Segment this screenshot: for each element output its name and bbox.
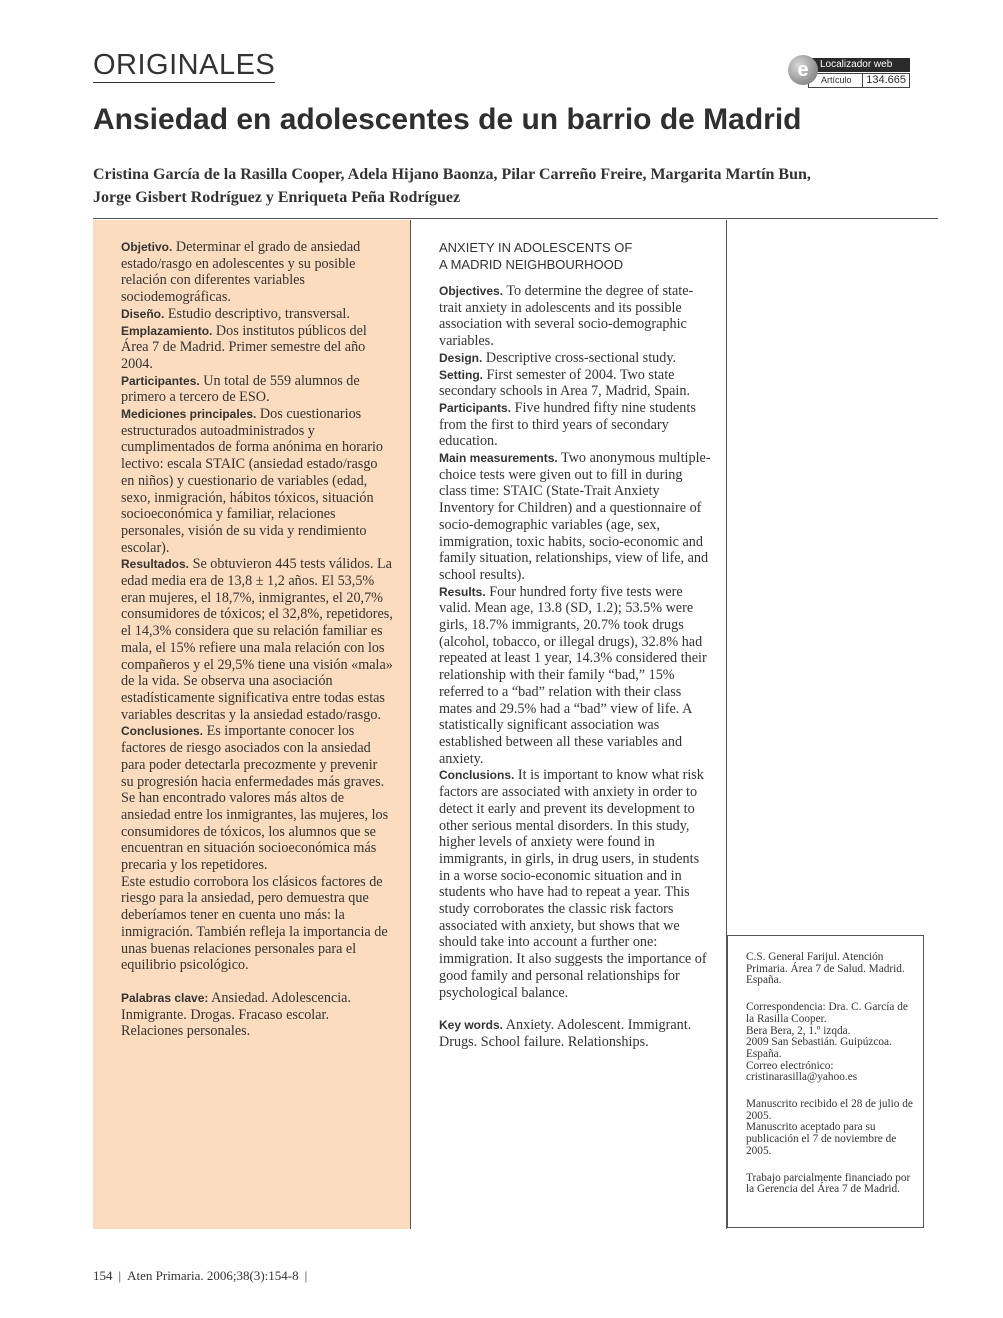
correspondence bbox=[746, 1002, 915, 1084]
abstract-emplazamiento bbox=[121, 323, 393, 373]
date-accepted: Manuscrito aceptado para su publicación el 7 de noviembre de 2005. bbox=[746, 1121, 897, 1157]
text-palabras-clave: Ansiedad. Adolescencia. Inmigrante. Drogas. Fracaso escolar. Relaciones personales. bbox=[121, 989, 352, 1040]
label-conclusiones: Conclusiones. bbox=[121, 724, 204, 739]
text-conclusions: It is important to know what risk factors are associated with anxiety in order to detect it early and prevent its development to other serious mental disorders. In this study, higher levels of anxiety were found in immigrants, in girls, in drug users, in students in a worse socio-economic situation and in students who have had to repeat a year. This study corroborates the classic risk factors associated with anxiety, but shows that we should take into account a further one: immigration. It also suggests the importance of good family and personal relationships for psychological balance. bbox=[439, 767, 707, 1001]
label-keywords: Key words. bbox=[439, 1018, 504, 1033]
label-objetivo: Objetivo. bbox=[121, 240, 173, 254]
label-results: Results. bbox=[439, 584, 486, 599]
text-mediciones: Dos cuestionarios estructurados autoadministrados y cumplimentados de forma anónima en horario lectivo: escala STAIC (ansiedad estado/rasgo en niños) y cuestionario de variables (edad, sexo, inmigración, hábitos tóxicos, situación socioeconómica y familiar, relaciones personales, visión de su vida y rendimiento escolar). bbox=[121, 406, 383, 556]
abstract-objetivo bbox=[121, 239, 393, 306]
abstract-spanish bbox=[93, 220, 410, 1229]
abstract-participants bbox=[439, 400, 711, 450]
abstract-mediciones bbox=[121, 406, 393, 556]
footer-separator: | bbox=[304, 1268, 308, 1283]
text-diseno: Estudio descriptivo, transversal. bbox=[167, 305, 350, 322]
spacer bbox=[439, 1001, 711, 1017]
label-diseno: Diseño. bbox=[121, 306, 165, 321]
label-mediciones: Mediciones principales. bbox=[121, 407, 257, 422]
text-setting: First semester of 2004. Two state secondary schools in Area 7, Madrid, Spain. bbox=[439, 366, 690, 400]
journal-citation: Aten Primaria. 2006;38(3):154-8 bbox=[127, 1268, 299, 1283]
abstract-resultados bbox=[121, 556, 393, 723]
text-resultados: Se obtuvieron 445 tests válidos. La edad media era de 13,8 ± 1,2 años. El 53,5% eran mujeres, el 18,7%, inmigrantes, el 20,7% consumidores de tóxicos; el 32,8%, repetidores, el 14,3% considera que su relación familiar es mala, el 15% refiere una mala relación con los compañeros y el 29,5% tiene una visión «mala» de la vida. Se observa una asociación estadísticamente significativa entre todas estas variables descritas y la ansiedad estado/rasgo. bbox=[121, 556, 393, 723]
article-number: 134.665 bbox=[862, 74, 909, 87]
abstract-conclusions bbox=[439, 767, 711, 1001]
abstract-setting bbox=[439, 367, 711, 400]
text-design: Descriptive cross-sectional study. bbox=[485, 349, 677, 366]
correspondence-name: Correspondencia: Dra. C. García de la Rasilla Cooper. bbox=[746, 1001, 908, 1025]
correspondence-city: 2009 San Sebastián. Guipúzcoa. España. bbox=[746, 1036, 892, 1060]
english-title: ANXIETY IN ADOLESCENTS OF A MADRID NEIGHBOURHOOD bbox=[439, 240, 633, 272]
manuscript-dates bbox=[746, 1099, 915, 1158]
text-participantes: Un total de 559 alumnos de primero a tercero de ESO. bbox=[121, 372, 360, 406]
abstract-conclusiones-3: Este estudio corrobora los clásicos factores de riesgo para la ansiedad, pero demuestra que deberíamos tener en cuenta uno más: la inmigración. También refleja la importancia de unas buenas relaciones personales para el equilibrio psicológico. bbox=[121, 873, 388, 974]
label-participants: Participants. bbox=[439, 400, 512, 415]
page-number: 154 bbox=[93, 1268, 113, 1283]
correspondence-street: Bera Bera, 2, 1.º izqda. bbox=[746, 1024, 851, 1037]
e-logo-icon: e bbox=[788, 55, 818, 85]
funding: Trabajo parcialmente financiado por la Gerencia del Área 7 de Madrid. bbox=[746, 1171, 911, 1196]
header-divider bbox=[93, 218, 938, 219]
abstract-conclusiones bbox=[121, 723, 393, 790]
text-emplazamiento: Dos institutos públicos del Área 7 de Madrid. Primer semestre del año 2004. bbox=[121, 322, 367, 372]
label-emplazamiento: Emplazamiento. bbox=[121, 323, 213, 338]
correspondence-email[interactable]: cristinarasilla@yahoo.es bbox=[746, 1071, 858, 1084]
abstract-keywords bbox=[439, 1017, 711, 1050]
text-objectives: To determine the degree of state-trait anxiety in adolescents and its possible association with several socio-demographic variables. bbox=[439, 283, 694, 350]
text-results: Four hundred forty five tests were valid. Mean age, 13.8 (SD, 1.2); 53.5% were girls, 18.7% immigrants, 20.7% took drugs (alcohol, tobacco, or illegal drugs), 32.8% had repeated at least 1 year, 14.3% considered their relationship with their family “bad,” 15% referred to a “bad” relation with their class mates and 29.5% had a “bad” view of life. A statistically significant association was established between all these variables and anxiety. bbox=[439, 583, 707, 767]
spacer bbox=[121, 974, 393, 990]
abstract-design bbox=[439, 350, 711, 367]
abstract-measurements bbox=[439, 450, 711, 584]
text-keywords: Anxiety. Adolescent. Immigrant. Drugs. School failure. Relationships. bbox=[439, 1017, 692, 1050]
label-resultados: Resultados. bbox=[121, 557, 190, 572]
correspondence-email-label: Correo electrónico: bbox=[746, 1059, 834, 1072]
label-measurements: Main measurements. bbox=[439, 451, 558, 466]
label-setting: Setting. bbox=[439, 367, 483, 382]
section-label: ORIGINALES bbox=[93, 49, 276, 81]
article-box bbox=[808, 73, 910, 88]
abstract-participantes bbox=[121, 373, 393, 406]
text-participants: Five hundred fifty nine students from the first to third years of secondary education. bbox=[439, 399, 696, 450]
text-measurements: Two anonymous multiple-choice tests were given out to fill in during class time: STAIC (State-Trait Anxiety Inventory for Children) and a questionnaire of socio-demographic variables (age, sex, immigration, toxic habits, socio-economic and family situation, relationships, view of life, and school results). bbox=[439, 450, 711, 583]
label-participantes: Participantes. bbox=[121, 373, 200, 388]
authors: Cristina García de la Rasilla Cooper, Adela Hijano Baonza, Pilar Carreño Freire, Margarita Martín Bun, Jorge Gisbert Rodríguez y Enriqueta Peña Rodríguez bbox=[93, 166, 811, 206]
web-locator-badge[interactable] bbox=[788, 55, 910, 91]
label-design: Design. bbox=[439, 350, 483, 365]
abstract-palabras-clave bbox=[121, 990, 393, 1040]
page-footer bbox=[93, 1268, 313, 1284]
web-locator-label: Localizador web bbox=[808, 58, 910, 72]
abstract-conclusiones-2: Se han encontrado valores más altos de ansiedad entre los inmigrantes, las mujeres, los consumidores de tóxicos, los alumnos que se encuentran en situación socioeconómica más precaria y los repetidores. bbox=[121, 790, 389, 874]
column-divider-left bbox=[410, 220, 411, 1229]
date-received: Manuscrito recibido el 28 de julio de 2005. bbox=[746, 1098, 913, 1122]
label-conclusions: Conclusions. bbox=[439, 768, 515, 783]
article-title: Ansiedad en adolescentes de un barrio de Madrid bbox=[93, 103, 802, 136]
affiliation-center: C.S. General Farijul. Atención Primaria. Área 7 de Salud. Madrid. España. bbox=[746, 951, 905, 987]
text-objetivo: Determinar el grado de ansiedad estado/rasgo en adolescentes y su posible relación con diferentes variables sociodemográficas. bbox=[121, 239, 361, 306]
abstract-english bbox=[439, 240, 711, 1051]
affiliation-box bbox=[727, 935, 924, 1228]
abstract-objectives bbox=[439, 283, 711, 350]
label-objectives: Objectives. bbox=[439, 284, 504, 298]
abstract-diseno bbox=[121, 306, 393, 323]
label-palabras-clave: Palabras clave: bbox=[121, 990, 209, 1005]
article-label: Artículo bbox=[821, 75, 852, 85]
footer-separator: | bbox=[118, 1268, 122, 1283]
text-conclusiones: Es importante conocer los factores de riesgo asociados con la ansiedad para poder detectarla precozmente y prevenir su progresión hacia enfermedades más graves. bbox=[121, 723, 385, 790]
abstract-results bbox=[439, 584, 711, 768]
